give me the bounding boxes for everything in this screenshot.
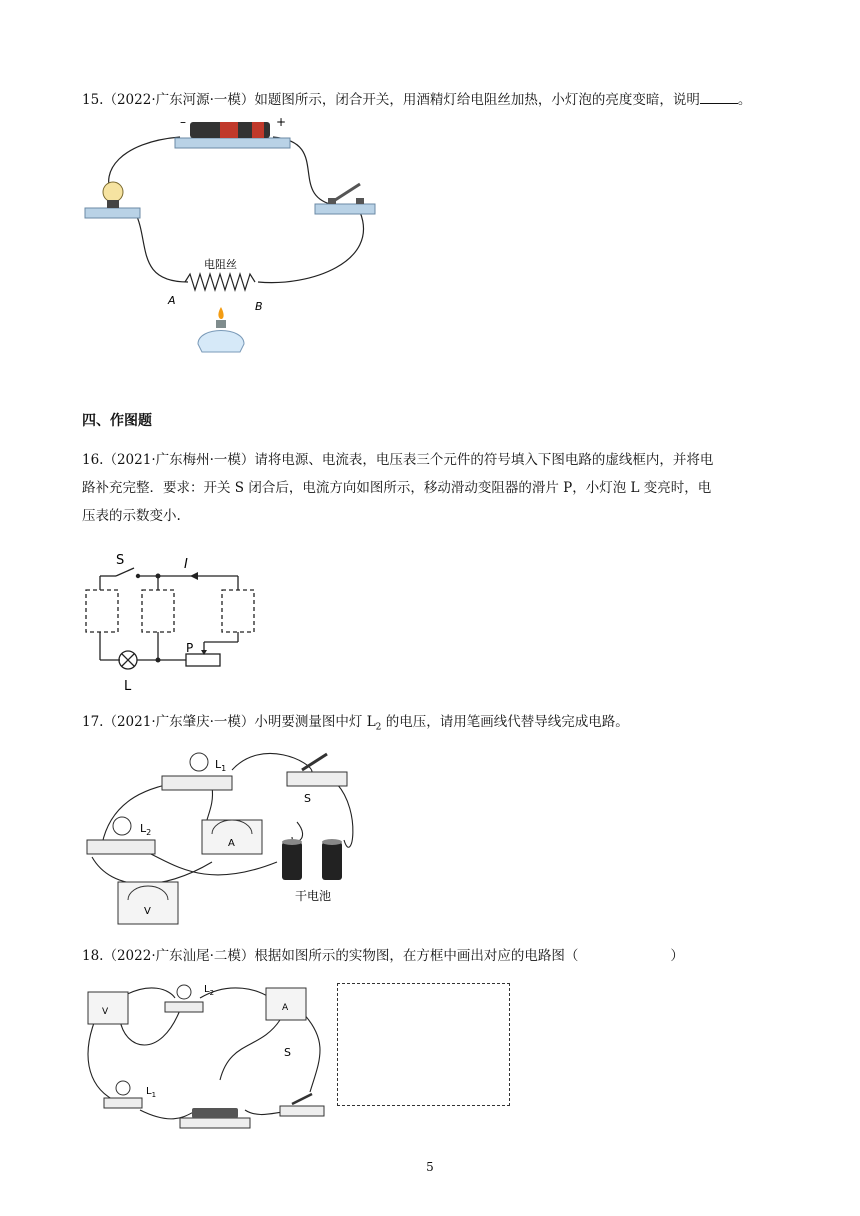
bulb-l2-board [87, 840, 155, 854]
bulb-l1-board [162, 776, 232, 790]
resistance-wire-label: 电阻丝 [204, 258, 237, 271]
switch-icon [292, 1094, 312, 1104]
svg-text:V: V [102, 1007, 109, 1017]
battery-icon-2 [322, 842, 342, 880]
label-l: L [124, 679, 132, 694]
question-15-text: 15.（2022·广东河源·一模）如题图所示，闭合开关，用酒精灯给电阻丝加热，小灯泡的亮度变暗，说明 [82, 92, 700, 108]
bulb-l1-icon [190, 753, 208, 771]
minus-terminal: – [180, 115, 186, 129]
svg-text:A: A [282, 1003, 289, 1013]
voltmeter-icon [118, 882, 178, 924]
question-18: 18.（2022·广东汕尾·二模）根据如图所示的实物图，在方框中画出对应的电路图（ ） [82, 948, 684, 964]
figure-18-circuit [80, 980, 330, 1136]
figure-15-circuit [80, 112, 390, 372]
switch-icon [302, 754, 327, 770]
svg-text:L1: $L_1$ [146, 1086, 157, 1099]
page-number: 5 [426, 1160, 434, 1174]
answer-box[interactable] [337, 983, 510, 1106]
current-arrow-icon [190, 572, 198, 580]
svg-text:V: V [144, 906, 151, 917]
label-p: P [186, 641, 194, 655]
resistance-wire-icon [185, 274, 255, 290]
switch-board [315, 204, 375, 214]
figure-17-circuit [82, 742, 372, 934]
label-i: I [184, 557, 188, 572]
section-heading: 四、作图题 [82, 413, 152, 429]
switch-board [280, 1106, 324, 1116]
bulb-l2-icon [113, 817, 131, 835]
plus-terminal: + [276, 115, 287, 129]
battery-icon-1 [282, 842, 302, 880]
svg-text:A: A [228, 838, 235, 849]
dashed-box-right [222, 590, 254, 632]
svg-text:L2: $L_2$ [140, 822, 152, 837]
battery-board [180, 1118, 250, 1128]
point-a-label: A [168, 294, 176, 307]
switch-icon [332, 184, 360, 202]
svg-text:L2: $L_2$ [204, 984, 215, 997]
rheostat-icon [186, 654, 220, 666]
bulb-icon [103, 182, 123, 202]
label-s: S [284, 1046, 291, 1059]
dashed-box-middle [142, 590, 174, 632]
bulb-board [85, 208, 140, 218]
switch-board [287, 772, 347, 786]
battery-board [175, 138, 290, 148]
question-16: 16.（2021·广东梅州·一模）请将电源、电流表，电压表三个元件的符号填入下图电路的虚线框内，并将电 路补充完整．要求：开关 S 闭合后，电流方向如图所示，移动滑动变阻器的滑片 P，小灯泡 L 变亮时，电 压表的示数变小. [82, 452, 714, 524]
bulb-l2-icon [177, 985, 191, 999]
alcohol-lamp-icon [198, 331, 244, 353]
battery-icon [192, 1108, 238, 1118]
question-17: 17.（2021·广东肇庆·一模）小明要测量图中灯 $L_2$ 的电压，请用笔画线代替导线完成电路。 [82, 714, 629, 733]
label-s: S [304, 792, 311, 805]
point-b-label: B [255, 300, 263, 313]
switch-s-icon [116, 568, 134, 576]
figure-16-circuit [82, 548, 272, 696]
answer-blank[interactable] [700, 89, 738, 104]
dashed-box-left [86, 590, 118, 632]
question-15: 15.（2022·广东河源·一模）如题图所示，闭合开关，用酒精灯给电阻丝加热，小灯泡的亮度变暗，说明 。 [82, 86, 751, 114]
label-s: S [116, 553, 125, 568]
bulb-l1-icon [116, 1081, 130, 1095]
flame-icon [218, 307, 223, 319]
svg-text:L1: $L_1$ [215, 758, 227, 773]
bulb-l1-board [104, 1098, 142, 1108]
battery-label: 干电池 [295, 889, 332, 903]
bulb-l2-board [165, 1002, 203, 1012]
